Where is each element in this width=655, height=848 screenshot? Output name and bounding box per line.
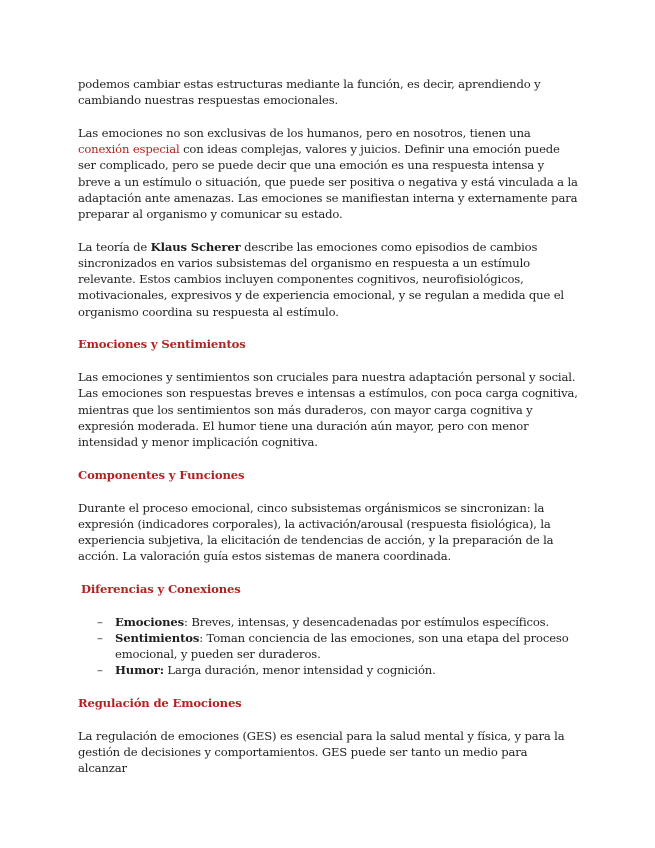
list-term-separator: : <box>184 614 188 629</box>
list-item-feelings <box>78 630 578 662</box>
list-item-mood <box>78 662 578 678</box>
emotions-text-after-link: con ideas complejas, valores y juicios. Definir una emoción puede ser complicado, pero se puede decir que una emoción es una respuesta intensa y breve a un estímulo o situación, que puede ser positiva o negativa y está vinculada a la adaptación ante amenazas. Las emociones se manifiestan interna y externamente para preparar al organismo y comunicar su estado. <box>78 142 578 222</box>
emotions-definition-paragraph <box>78 125 578 222</box>
list-text: Breves, intensas, y desencadenadas por estímulos específicos. <box>187 614 550 629</box>
heading-differences-connections: Diferencias y Conexiones <box>81 582 241 597</box>
emotions-text-before-link: Las emociones no son exclusivas de los humanos, pero en nosotros, tienen una <box>78 126 531 140</box>
scherer-text-before: La teoría de <box>78 239 151 254</box>
list-term: Humor: <box>115 663 164 678</box>
scherer-theory-paragraph <box>78 239 578 320</box>
heading-emotions-feelings: Emociones y Sentimientos <box>78 337 246 352</box>
components-paragraph: Durante el proceso emocional, cinco subsistemas orgánismicos se sincronizan: la expresión (indicadores corporales), la activación/arousal (respuesta fisiológica), la experiencia subjetiva, la elicitación de tendencias de acción, y la preparación de la acción. La valoración guía estos sistemas de manera coordinada. <box>78 500 554 564</box>
intro-paragraph: podemos cambiar estas estructuras mediante la función, es decir, aprendiendo y cambiando nuestras respuestas emocionales. <box>78 77 541 108</box>
list-term: Sentimientos <box>115 631 200 646</box>
regulation-paragraph: La regulación de emociones (GES) es esencial para la salud mental y física, y para la gestión de decisiones y comportamientos. GES puede ser tanto un medio para alcanzar <box>78 729 565 776</box>
heading-emotion-regulation: Regulación de Emociones <box>78 696 242 711</box>
list-term-separator: : <box>199 631 203 646</box>
list-dash: – <box>97 631 103 646</box>
scherer-name: Klaus Scherer <box>150 239 241 254</box>
emotions-feelings-paragraph: Las emociones y sentimientos son cruciales para nuestra adaptación personal y social. Las emociones son respuestas breves e intensas a estímulos, con poca carga cognitiva, mientras que los sentimientos son más duraderos, con mayor carga cognitiva y expresión moderada. El humor tiene una duración aún mayor, pero con menor intensidad y menor implicación cognitiva. <box>78 370 578 450</box>
list-term: Emociones <box>115 614 185 629</box>
heading-components-functions: Componentes y Funciones <box>78 467 245 482</box>
list-item-emotions <box>78 614 578 630</box>
list-dash: – <box>97 614 103 629</box>
differences-list <box>78 614 578 679</box>
document-page <box>78 76 578 793</box>
scherer-text-after: describe las emociones como episodios de cambios sincronizados en varios subsistemas del organismo en respuesta a un estímulo relevante. Estos cambios incluyen componentes cognitivos, neurofisiológicos, motivacionales, expresivos y de experiencia emocional, y se regulan a medida que el organismo coordina su respuesta al estímulo. <box>78 239 564 319</box>
list-text: Toman conciencia de las emociones, son una etapa del proceso emocional, y pueden ser duraderos. <box>115 631 569 662</box>
list-dash: – <box>97 663 103 678</box>
special-connection-link[interactable]: conexión especial <box>78 142 180 157</box>
list-text: Larga duración, menor intensidad y cognición. <box>163 663 436 678</box>
